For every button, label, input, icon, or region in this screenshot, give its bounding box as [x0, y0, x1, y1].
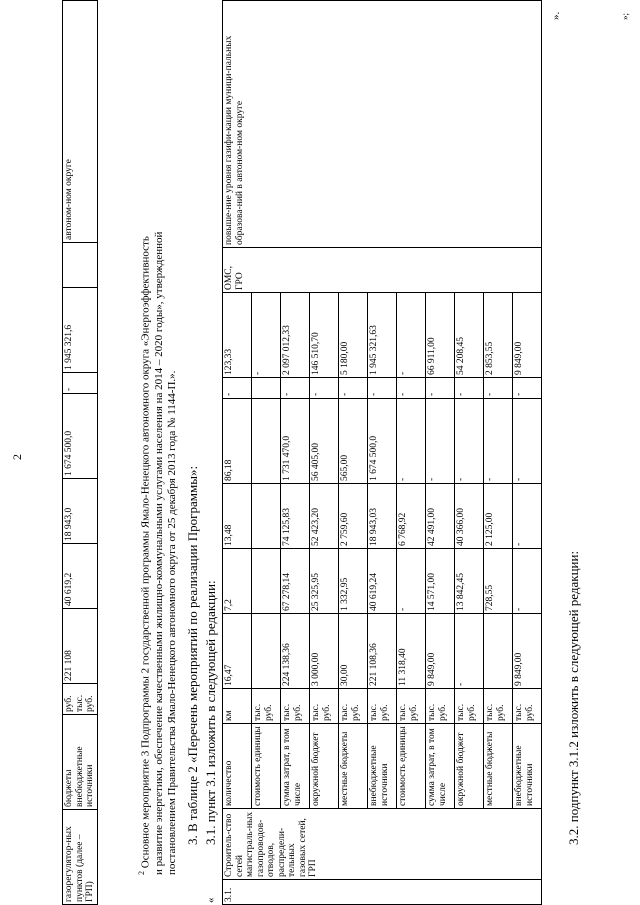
value-cell: 728,55 — [484, 549, 513, 614]
owner-cell: ОМС, ГРО — [223, 248, 542, 293]
row-unit-cell: тыс. руб. — [455, 689, 484, 724]
value-cell: 1 674 500,0 — [368, 399, 397, 484]
row-label-cell: сумма затрат, в том числе — [281, 724, 310, 809]
quote-open: « — [205, 897, 217, 903]
value-cell: 123,33 — [223, 293, 252, 378]
value-cell: 146 510,70 — [310, 293, 339, 378]
row-unit-cell: тыс. руб. — [310, 689, 339, 724]
top-table — [62, 0, 98, 905]
row-unit-cell: тыс. руб. — [252, 689, 281, 724]
goal-cell: повыше-ние уровня газифи-кации муници-пальных образова-ний в автоном-ном округе — [223, 1, 542, 248]
value-cell: 42 491,00 — [426, 484, 455, 549]
value-cell: - — [513, 484, 542, 549]
value-cell: 16,47 — [223, 614, 252, 689]
row-label-cell: окружной бюджет — [310, 724, 339, 809]
top-source-a: бюджеты — [64, 769, 74, 807]
value-cell: - — [455, 399, 484, 484]
top-value-5: 1 945 321,6 — [63, 288, 98, 373]
value-cell: - — [513, 378, 542, 399]
row-label-cell: сумма затрат, в том числе — [426, 724, 455, 809]
row-label-cell: местные бюджеты — [339, 724, 368, 809]
value-cell: 565,00 — [339, 399, 368, 484]
value-cell: 14 571,00 — [426, 549, 455, 614]
quote-close: ». — [550, 11, 562, 20]
value-cell: 9 849,00 — [513, 293, 542, 378]
row-label-cell: окружной бюджет — [455, 724, 484, 809]
footnote-marker: 2 — [137, 871, 146, 875]
activity-title-cell: Строитель-ство сетей магистраль-ных газопроводов-отводов, распредели-тельных газовых сетей, ГРП — [223, 809, 542, 880]
value-cell: - — [455, 614, 484, 689]
value-cell: 9 849,00 — [513, 614, 542, 689]
value-cell — [484, 614, 513, 689]
value-cell: - — [252, 293, 281, 378]
value-cell: 13 842,45 — [455, 549, 484, 614]
top-owner-cell — [63, 243, 98, 288]
value-cell: 2 759,60 — [339, 484, 368, 549]
value-cell: 221 108,36 — [368, 614, 397, 689]
value-cell: 86,18 — [223, 399, 252, 484]
paragraph-3: 3. В таблице 2 «Перечень мероприятий по реализации Программы»: — [185, 465, 200, 845]
row-unit-cell: тыс. руб. — [426, 689, 455, 724]
value-cell: 1 945 321,63 — [368, 293, 397, 378]
value-cell: 7,2 — [223, 549, 252, 614]
row-label-cell: стоимость единицы — [252, 724, 281, 809]
top-source-b: внебюджетные источники — [74, 746, 95, 807]
value-cell: 1 731 470,0 — [281, 399, 310, 484]
value-cell: 2 125,00 — [484, 484, 513, 549]
value-cell: 74 125,83 — [281, 484, 310, 549]
top-value-1: 40 619,2 — [63, 544, 98, 609]
top-goal-cell: автоном-ном округе — [63, 1, 98, 243]
top-source-cell — [63, 715, 98, 810]
value-cell: - — [281, 378, 310, 399]
row-unit-cell: тыс. руб. — [281, 689, 310, 724]
value-cell — [252, 378, 281, 399]
value-cell: - — [455, 378, 484, 399]
row-label-cell: количество — [223, 724, 252, 809]
top-value-4: - — [63, 373, 98, 394]
value-cell: 40 619,24 — [368, 549, 397, 614]
top-value-2: 18 943,0 — [63, 479, 98, 544]
value-cell: 54 208,45 — [455, 293, 484, 378]
value-cell: - — [513, 549, 542, 614]
row-unit-cell: тыс. руб. — [339, 689, 368, 724]
row-unit-cell: тыс. руб. — [513, 689, 542, 724]
top-value-0: 221 108 — [63, 609, 98, 684]
value-cell — [252, 484, 281, 549]
value-cell: 2 097 012,33 — [281, 293, 310, 378]
value-cell: 224 138,36 — [281, 614, 310, 689]
row-label-cell: стоимость единицы — [397, 724, 426, 809]
top-title-cell: газорегулятор-ных пунктов (далее – ГРП) — [63, 810, 98, 905]
table-row — [63, 1, 98, 905]
row-unit-cell: км — [223, 689, 252, 724]
main-table — [222, 0, 542, 905]
value-cell: - — [397, 378, 426, 399]
value-cell: 11 318,40 — [397, 614, 426, 689]
value-cell: 52 423,20 — [310, 484, 339, 549]
value-cell: 5 180,00 — [339, 293, 368, 378]
row-label-cell: внебюджетные источники — [513, 724, 542, 809]
value-cell — [252, 399, 281, 484]
value-cell: - — [484, 378, 513, 399]
footnote-line-2: постановлением Правительства Ямало-Ненецкого автономного округа от 25 декабря 2013 года № 1144-П.». — [165, 370, 178, 875]
row-number-cell: 3.1. — [223, 880, 542, 905]
value-cell: - — [223, 378, 252, 399]
value-cell — [252, 549, 281, 614]
value-cell: 40 366,00 — [455, 484, 484, 549]
value-cell: 13,48 — [223, 484, 252, 549]
row-label-cell: местные бюджеты — [484, 724, 513, 809]
paragraph-3-2: 3.2. подпункт 3.1.2 изложить в следующей редакции: — [566, 550, 581, 845]
row-unit-cell: тыс. руб. — [484, 689, 513, 724]
footnote-line-0: Основное мероприятие 3 Подпрограммы 2 государственной программы Ямало-Ненецкого автономного округа «Энергоэффективность — [139, 236, 152, 869]
value-cell: - — [426, 378, 455, 399]
value-cell: 3 000,00 — [310, 614, 339, 689]
top-unit-cell: руб. тыс. руб. — [63, 684, 98, 715]
value-cell: 1 332,95 — [339, 549, 368, 614]
value-cell: 18 943,03 — [368, 484, 397, 549]
value-cell: - — [397, 549, 426, 614]
row-unit-cell: тыс. руб. — [397, 689, 426, 724]
value-cell: - — [397, 293, 426, 378]
value-cell: 25 325,95 — [310, 549, 339, 614]
page-number: 2 — [10, 454, 24, 460]
value-cell: - — [397, 399, 426, 484]
footnote — [135, 15, 179, 875]
value-cell — [252, 614, 281, 689]
corner-mark: »; — [620, 12, 630, 20]
value-cell: - — [426, 399, 455, 484]
value-cell: 2 853,55 — [484, 293, 513, 378]
value-cell: - — [368, 378, 397, 399]
table-row — [223, 1, 252, 905]
value-cell: 9 849,00 — [426, 614, 455, 689]
value-cell: 67 278,14 — [281, 549, 310, 614]
value-cell: 56 405,00 — [310, 399, 339, 484]
row-unit-cell: тыс. руб. — [368, 689, 397, 724]
paragraph-3-1: 3.1. пункт 3.1 изложить в следующей редакции: — [203, 580, 218, 845]
value-cell: 30,00 — [339, 614, 368, 689]
top-value-3: 1 674 500,0 — [63, 394, 98, 479]
value-cell: - — [339, 378, 368, 399]
value-cell: 66 911,00 — [426, 293, 455, 378]
value-cell: - — [484, 399, 513, 484]
value-cell: - — [310, 378, 339, 399]
value-cell: 6 768,92 — [397, 484, 426, 549]
row-label-cell: внебюджетные источники — [368, 724, 397, 809]
value-cell: - — [513, 399, 542, 484]
footnote-line-1: и развитие энергетики, обеспечение качественными жилищно-коммунальными услугами населения на 2014 – 2020 годы», утвержденной — [152, 231, 165, 875]
